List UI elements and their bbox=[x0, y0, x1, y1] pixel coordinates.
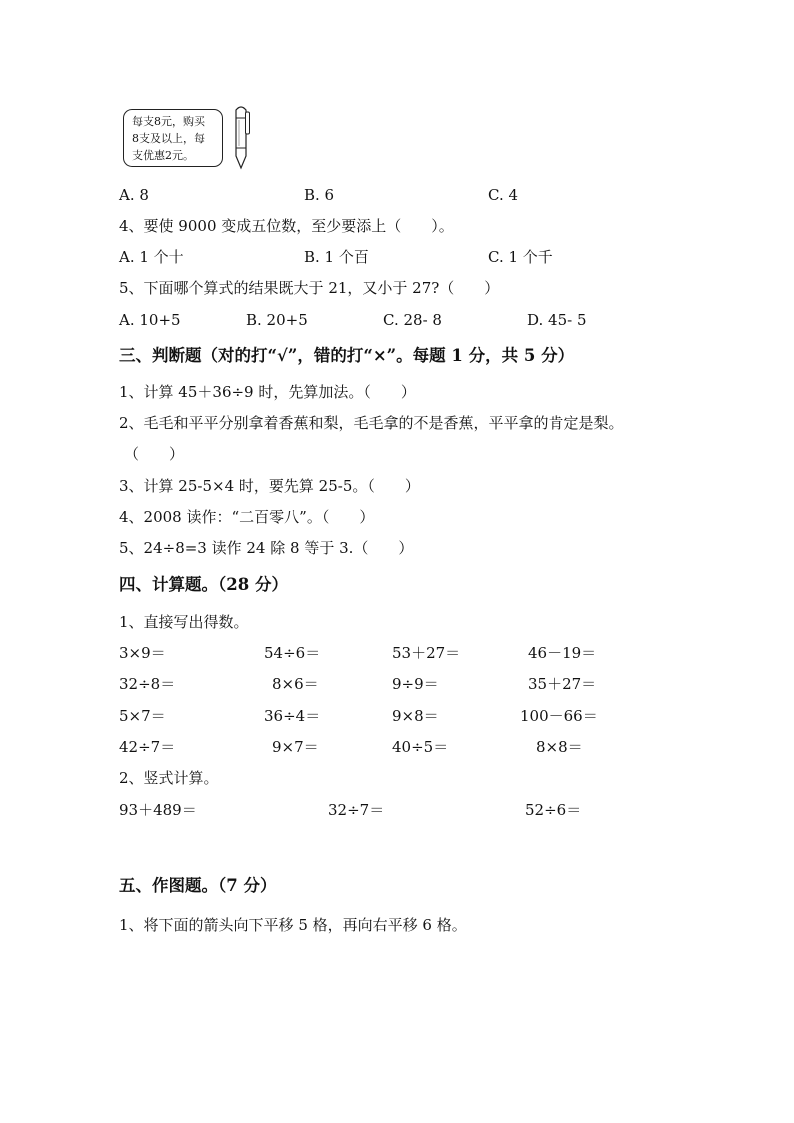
q5-option-a: A. 10+5 bbox=[119, 311, 181, 329]
q4-question: 4、要使 9000 变成五位数，至少要添上（ ）。 bbox=[119, 217, 454, 235]
oral-calc-item: 8×8＝ bbox=[536, 738, 583, 756]
vertical-calc-item: 52÷6＝ bbox=[525, 801, 582, 819]
oral-calc-item: 35＋27＝ bbox=[528, 675, 597, 693]
oral-calc-item: 42÷7＝ bbox=[119, 738, 176, 756]
pen-icon bbox=[230, 104, 252, 170]
q4-option-a: A. 1 个十 bbox=[119, 248, 184, 266]
calc-subtitle-2: 2、竖式计算。 bbox=[119, 769, 219, 787]
q5-option-b: B. 20+5 bbox=[246, 311, 308, 329]
price-note-line: 8支及以上，每 bbox=[132, 132, 205, 145]
judge-item-2: 2、毛毛和平平分别拿着香蕉和梨，毛毛拿的不是香蕉，平平拿的肯定是梨。 bbox=[119, 414, 624, 432]
oral-calc-item: 100－66＝ bbox=[520, 707, 598, 725]
judge-item-5: 5、24÷8=3 读作 24 除 8 等于 3.（ ） bbox=[119, 539, 414, 557]
oral-calc-item: 53＋27＝ bbox=[392, 644, 461, 662]
q3-option-c: C. 4 bbox=[488, 186, 519, 204]
oral-calc-item: 40÷5＝ bbox=[392, 738, 449, 756]
oral-calc-item: 32÷8＝ bbox=[119, 675, 176, 693]
judge-item-3: 3、计算 25-5×4 时，要先算 25-5。（ ） bbox=[119, 477, 420, 495]
q5-question: 5、下面哪个算式的结果既大于 21，又小于 27?（ ） bbox=[119, 279, 500, 297]
q5-option-d: D. 45- 5 bbox=[527, 311, 587, 329]
oral-calc-item: 46－19＝ bbox=[528, 644, 597, 662]
oral-calc-item: 9×7＝ bbox=[272, 738, 319, 756]
price-note-line: 每支8元，购买 bbox=[132, 115, 205, 128]
vertical-calc-item: 93＋489＝ bbox=[119, 801, 197, 819]
drawing-item-1: 1、将下面的箭头向下平移 5 格，再向右平移 6 格。 bbox=[119, 916, 467, 934]
q5-option-c: C. 28- 8 bbox=[383, 311, 442, 329]
judge-item-1: 1、计算 45＋36÷9 时，先算加法。（ ） bbox=[119, 383, 416, 401]
vertical-calc-item: 32÷7＝ bbox=[328, 801, 385, 819]
section-4-title: 四、计算题。（28 分） bbox=[119, 575, 288, 594]
price-note-box bbox=[123, 109, 223, 167]
calc-subtitle-1: 1、直接写出得数。 bbox=[119, 613, 249, 631]
oral-calc-item: 5×7＝ bbox=[119, 707, 166, 725]
section-3-title: 三、判断题（对的打“√”，错的打“×”。每题 1 分，共 5 分） bbox=[119, 346, 575, 365]
oral-calc-item: 3×9＝ bbox=[119, 644, 166, 662]
oral-calc-item: 9÷9＝ bbox=[392, 675, 439, 693]
price-note-line: 支优惠2元。 bbox=[132, 149, 194, 162]
judge-item-2-bracket: （ ） bbox=[124, 445, 185, 463]
q4-option-b: B. 1 个百 bbox=[304, 248, 369, 266]
oral-calc-item: 9×8＝ bbox=[392, 707, 439, 725]
oral-calc-item: 36÷4＝ bbox=[264, 707, 321, 725]
judge-item-4: 4、2008 读作：“二百零八”。（ ） bbox=[119, 508, 375, 526]
q3-option-b: B. 6 bbox=[304, 186, 335, 204]
section-5-title: 五、作图题。（7 分） bbox=[119, 876, 277, 895]
oral-calc-item: 8×6＝ bbox=[272, 675, 319, 693]
q3-option-a: A. 8 bbox=[119, 186, 149, 204]
q4-option-c: C. 1 个千 bbox=[488, 248, 553, 266]
oral-calc-item: 54÷6＝ bbox=[264, 644, 321, 662]
